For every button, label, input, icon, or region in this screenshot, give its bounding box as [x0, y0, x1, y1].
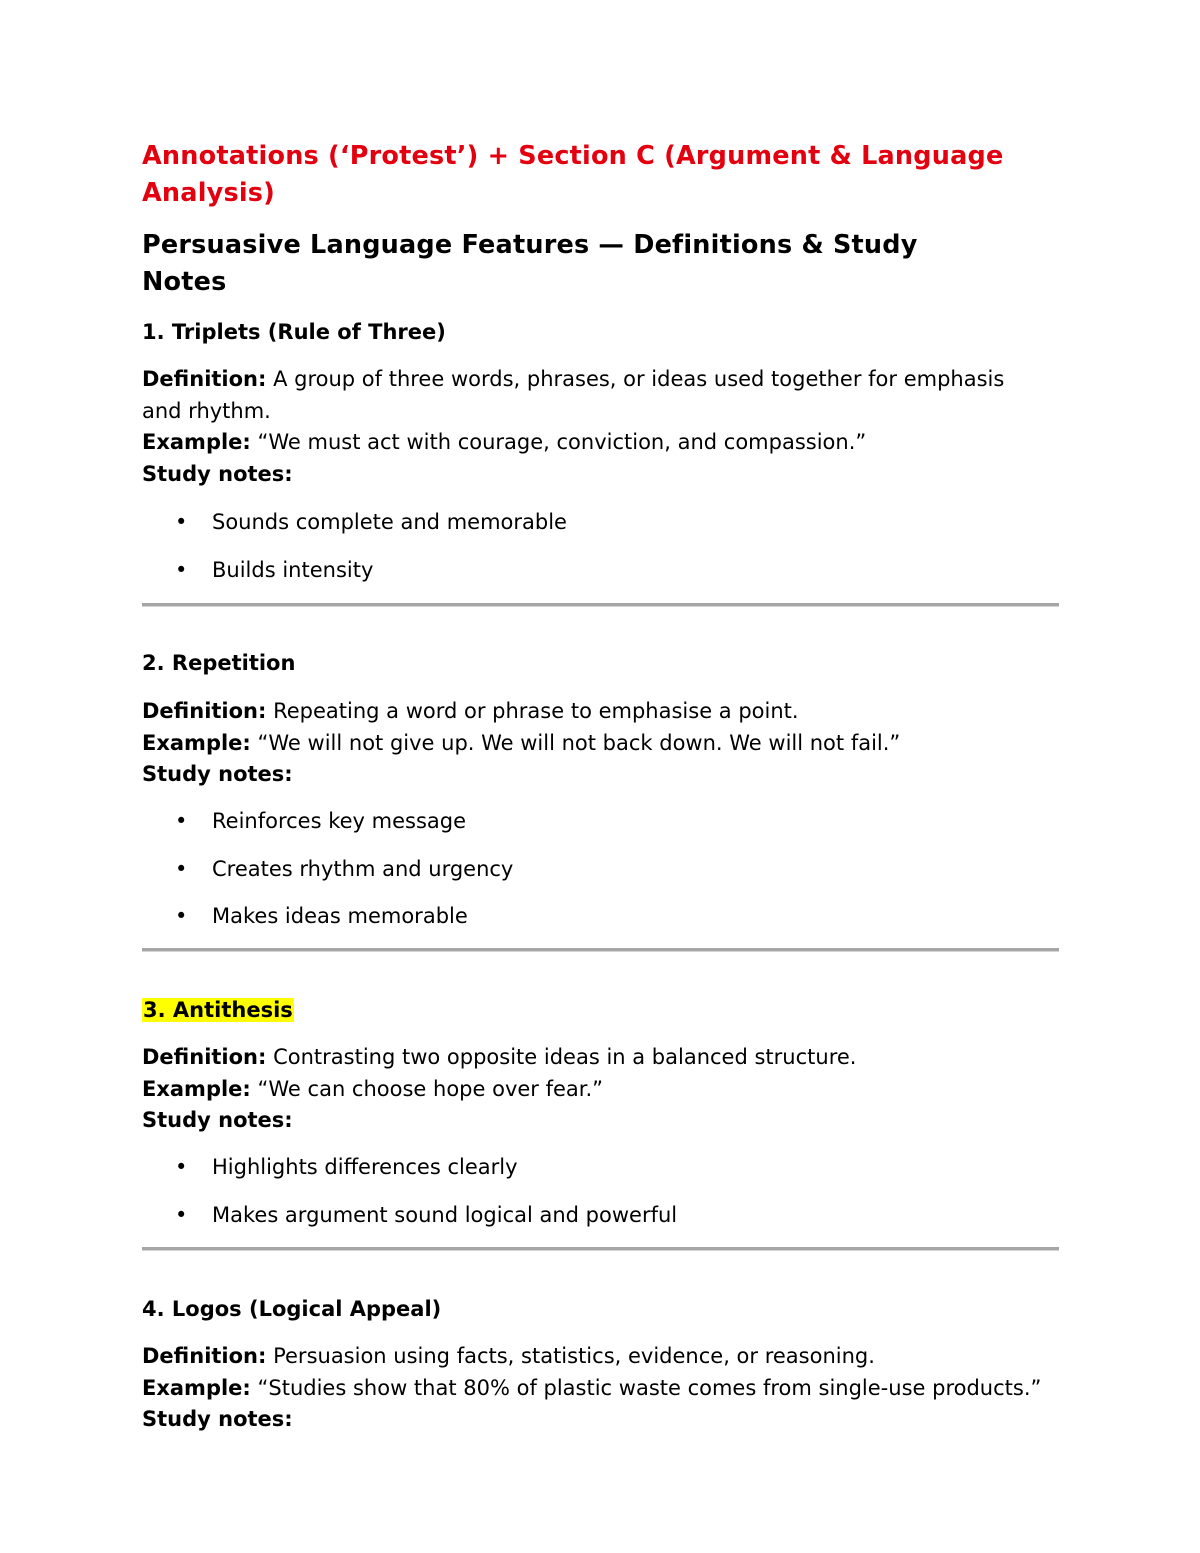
definition-label: Definition: — [142, 367, 267, 391]
bullet-icon: • — [175, 1202, 188, 1227]
list-item: • Creates rhythm and urgency — [142, 854, 1042, 902]
bullet-icon: • — [175, 557, 188, 582]
section-heading-repetition: 2. Repetition — [142, 651, 296, 675]
section-3-body — [142, 1042, 1042, 1137]
example-text: “Studies show that 80% of plastic waste comes from single-use products.” — [257, 1375, 1042, 1400]
bullet-icon: • — [175, 809, 188, 833]
study-notes-label: Study notes: — [142, 461, 293, 486]
example-label: Example: — [142, 730, 251, 755]
definition-label: Definition: — [142, 1045, 267, 1069]
study-notes-list — [142, 507, 1042, 602]
study-notes-list — [142, 1152, 1042, 1247]
bullet-icon: • — [175, 856, 188, 881]
section-heading-triplets: 1. Triplets (Rule of Three) — [142, 320, 446, 344]
example-label: Example: — [142, 1076, 251, 1101]
section-divider — [142, 603, 1059, 607]
bullet-icon: • — [175, 1155, 188, 1179]
example-label: Example: — [142, 1375, 251, 1400]
list-item: • Reinforces key message — [142, 806, 1042, 854]
list-item: • Makes argument sound logical and powerful — [142, 1200, 1042, 1248]
section-divider — [142, 948, 1059, 952]
study-notes-label: Study notes: — [142, 1108, 293, 1132]
highlighted-heading: 3. Antithesis — [143, 998, 293, 1022]
list-item: • Highlights differences clearly — [142, 1152, 1042, 1200]
section-1-body — [142, 364, 1042, 490]
definition-text: A group of three words, phrases, or ideas used together for emphasis and rhythm. — [142, 367, 1005, 423]
definition-label: Definition: — [142, 699, 267, 723]
list-item: • Sounds complete and memorable — [142, 507, 1042, 555]
example-label: Example: — [142, 430, 251, 454]
section-divider — [142, 1247, 1059, 1251]
study-notes-label: Study notes: — [142, 1407, 293, 1431]
definition-label: Definition: — [142, 1344, 267, 1368]
bullet-icon: • — [175, 510, 188, 534]
definition-text: Persuasion using facts, statistics, evidence, or reasoning. — [273, 1344, 875, 1368]
example-text: “We can choose hope over fear.” — [257, 1076, 604, 1101]
document-subtitle: Persuasive Language Features — Definitions & Study Notes — [142, 230, 918, 297]
document-title: Annotations (‘Protest’) + Section C (Argument & Language Analysis) — [142, 141, 1004, 208]
list-item: • Makes ideas memorable — [142, 901, 1042, 949]
definition-text: Contrasting two opposite ideas in a balanced structure. — [273, 1045, 857, 1069]
example-text: “We must act with courage, conviction, and compassion.” — [257, 430, 867, 454]
list-item: • Builds intensity — [142, 555, 1042, 603]
section-4-body — [142, 1341, 1042, 1436]
bullet-icon: • — [175, 904, 188, 928]
section-heading-logos: 4. Logos (Logical Appeal) — [142, 1297, 442, 1321]
section-2-body — [142, 696, 1042, 791]
definition-text: Repeating a word or phrase to emphasise a point. — [273, 699, 799, 723]
example-text: “We will not give up. We will not back down. We will not fail.” — [257, 730, 901, 755]
study-notes-label: Study notes: — [142, 762, 293, 786]
section-heading-antithesis — [142, 995, 294, 1026]
study-notes-list — [142, 806, 1042, 949]
